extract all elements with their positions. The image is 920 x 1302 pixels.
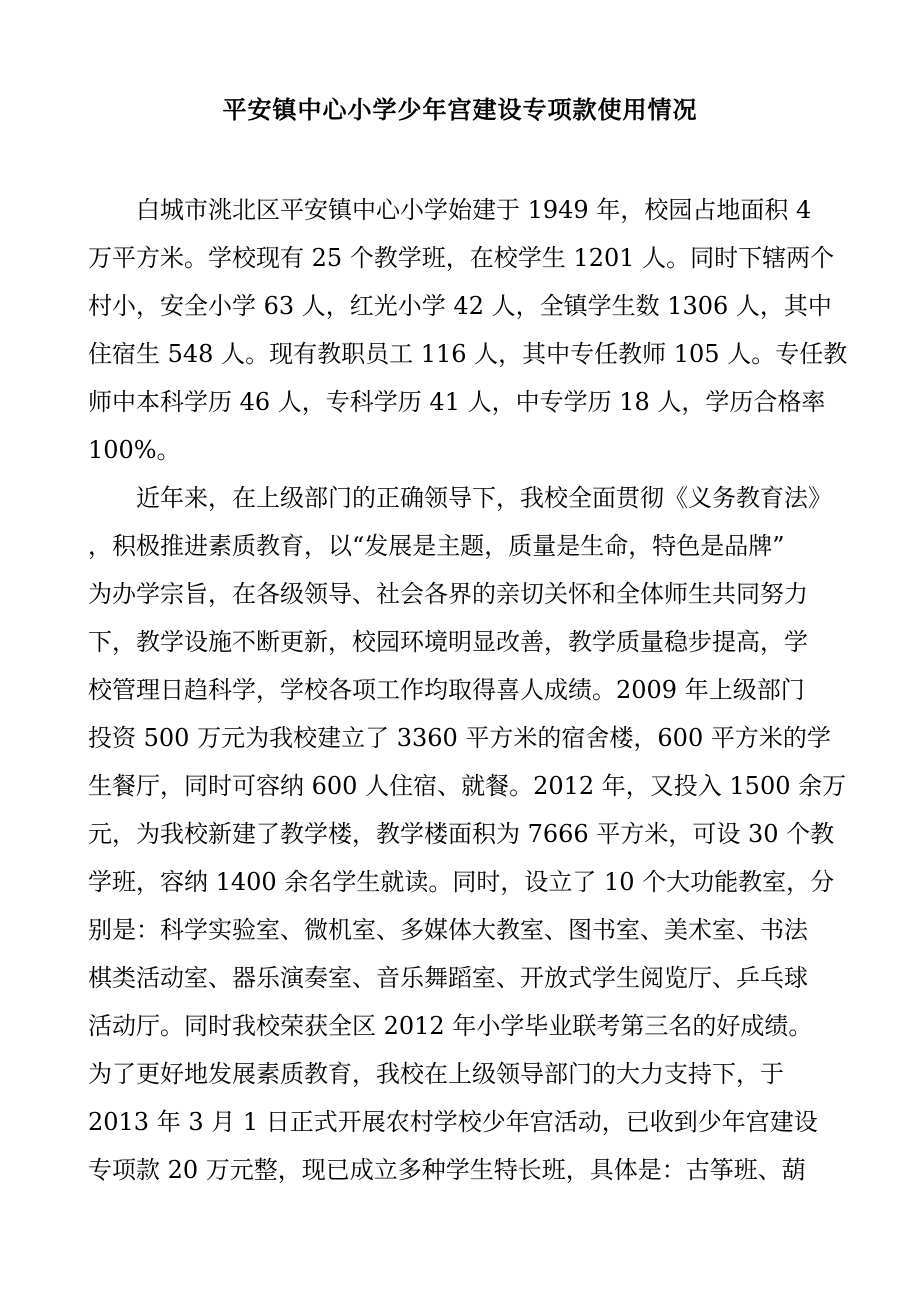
body-line: 万平方米。学校现有 25 个教学班，在校学生 1201 人。同时下辖两个 xyxy=(88,244,835,272)
body-line: 为了更好地发展素质教育，我校在上级领导部门的大力支持下，于 xyxy=(88,1060,784,1088)
body-line: ，积极推进素质教育，以“发展是主题，质量是生命，特色是品牌” xyxy=(88,532,785,560)
body-line: 2013 年 3 月 1 日正式开展农村学校少年宫活动，已收到少年宫建设 xyxy=(88,1108,818,1136)
body-line: 别是：科学实验室、微机室、多媒体大教室、图书室、美术室、书法 xyxy=(88,916,808,944)
body-line: 学班，容纳 1400 余名学生就读。同时，设立了 10 个大功能教室，分 xyxy=(88,868,835,896)
body-line: 师中本科学历 46 人，专科学历 41 人，中专学历 18 人，学历合格率 xyxy=(88,388,826,416)
body-line: 校管理日趋科学，学校各项工作均取得喜人成绩。2009 年上级部门 xyxy=(88,676,805,704)
body-line: 投资 500 万元为我校建立了 3360 平方米的宿舍楼，600 平方米的学 xyxy=(88,724,831,752)
body-line: 生餐厅，同时可容纳 600 人住宿、就餐。2012 年，又投入 1500 余万 xyxy=(88,772,847,800)
body-line: 专项款 20 万元整，现已成立多种学生特长班，具体是：古筝班、葫 xyxy=(88,1156,806,1184)
body-line: 活动厅。同时我校荣获全区 2012 年小学毕业联考第三名的好成绩。 xyxy=(88,1012,813,1040)
body-line: 为办学宗旨，在各级领导、社会各界的亲切关怀和全体师生共同努力 xyxy=(88,580,808,608)
body-line: 100%。 xyxy=(88,436,181,464)
body-line: 近年来，在上级部门的正确领导下，我校全面贯彻《义务教育法》 xyxy=(88,484,832,512)
document-title: 平安镇中心小学少年宫建设专项款使用情况 xyxy=(222,96,698,124)
body-line: 元，为我校新建了教学楼，教学楼面积为 7666 平方米，可设 30 个教 xyxy=(88,820,835,848)
body-line: 住宿生 548 人。现有教职员工 116 人，其中专任教师 105 人。专任教 xyxy=(88,340,848,368)
body-line: 白城市洮北区平安镇中心小学始建于 1949 年，校园占地面积 4 xyxy=(88,196,812,224)
body-line: 棋类活动室、器乐演奏室、音乐舞蹈室、开放式学生阅览厅、乒乓球 xyxy=(88,964,808,992)
body-line: 村小，安全小学 63 人，红光小学 42 人，全镇学生数 1306 人，其中 xyxy=(88,292,832,320)
body-line: 下，教学设施不断更新，校园环境明显改善，教学质量稳步提高，学 xyxy=(88,628,808,656)
